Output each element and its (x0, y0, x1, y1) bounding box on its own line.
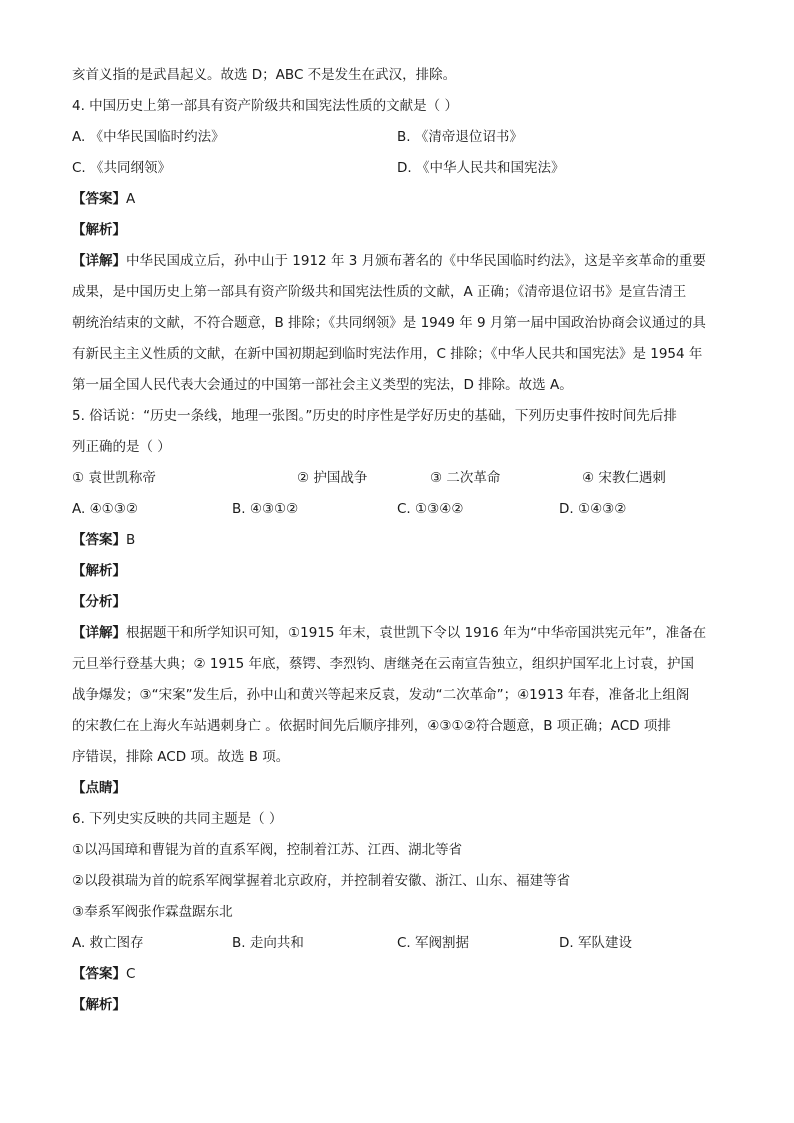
detail-line: 战争爆发；③“宋案”发生后，孙中山和黄兴等起来反袁，发动“二次革命”；④1913 年春，准备北上组阁 (72, 687, 690, 703)
option-c: C. 军阀割据 (397, 935, 470, 951)
answer-value: A (126, 191, 136, 207)
detail-line: 朝统治结束的文献，不符合题意，B 排除；《共同纲领》是 1949 年 9 月第一届中国政治协商会议通过的具 (72, 315, 706, 331)
detail-line: 序错误，排除 ACD 项。故选 B 项。 (72, 749, 290, 765)
answer-value: C (126, 966, 136, 982)
option-d: D. ①④③② (559, 501, 627, 517)
detail-line: 第一届全国人民代表大会通过的中国第一部社会主义类型的宪法，D 排除。故选 A。 (72, 377, 573, 393)
event-item: ① 袁世凯称帝 (72, 470, 156, 486)
analysis-tag: 【解析】 (72, 563, 126, 579)
detail-tag: 【详解】 (72, 253, 126, 269)
answer-line (72, 184, 732, 215)
option-b: B. 走向共和 (232, 935, 304, 951)
question-4-options-row1 (72, 122, 732, 153)
detail-text: 根据题干和所学知识可知，①1915 年末，袁世凯下令以 1916 年为“中华帝国洪宪元年”，准备在 (126, 625, 707, 641)
option-a: A. 救亡图存 (72, 935, 144, 951)
answer-tag: 【答案】 (72, 966, 126, 982)
detail-tag: 【详解】 (72, 625, 126, 641)
answer-line (72, 525, 732, 556)
option-a: A. ④①③② (72, 501, 138, 517)
fact-item: ③奉系军阀张作霖盘踞东北 (72, 904, 233, 920)
option-d: D. 军队建设 (559, 935, 632, 951)
option-c: C. 《共同纲领》 (72, 160, 172, 176)
option-a: A. 《中华民国临时约法》 (72, 129, 225, 145)
question-5-events (72, 463, 732, 494)
answer-value: B (126, 532, 136, 548)
fact-item: ②以段祺瑞为首的皖系军阀掌握着北京政府，并控制着安徽、浙江、山东、福建等省 (72, 873, 571, 889)
answer-tag: 【答案】 (72, 191, 126, 207)
fact-item: ①以冯国璋和曹锟为首的直系军阀，控制着江苏、江西、湖北等省 (72, 842, 463, 858)
detail-text: 中华民国成立后，孙中山于 1912 年 3 月颁布著名的《中华民国临时约法》，这是辛亥革命的重要 (126, 253, 706, 269)
event-item: ④ 宋教仁遇刺 (582, 470, 666, 486)
detail-line: 的宋教仁在上海火车站遇刺身亡 。依据时间先后顺序排列，④③①②符合题意，B 项正确；ACD 项排 (72, 718, 671, 734)
option-b: B. ④③①② (232, 501, 299, 517)
document-page (72, 60, 732, 1021)
option-d: D. 《中华人民共和国宪法》 (397, 160, 565, 176)
analysis-tag: 【解析】 (72, 997, 126, 1013)
question-4-stem: 4. 中国历史上第一部具有资产阶级共和国宪法性质的文献是（ ） (72, 98, 458, 114)
question-6-stem: 6. 下列史实反映的共同主题是（ ） (72, 811, 283, 827)
analysis-tag: 【解析】 (72, 222, 126, 238)
question-6-options (72, 928, 732, 959)
dianjing-tag: 【点睛】 (72, 780, 126, 796)
event-item: ② 护国战争 (297, 470, 368, 486)
event-item: ③ 二次革命 (430, 470, 501, 486)
question-4-options-row2 (72, 153, 732, 184)
option-c: C. ①③④② (397, 501, 464, 517)
detail-line: 有新民主主义性质的文献，在新中国初期起到临时宪法作用，C 排除；《中华人民共和国宪法》是 1954 年 (72, 346, 703, 362)
question-5-options (72, 494, 732, 525)
detail-line: 元旦举行登基大典；② 1915 年底，蔡锷、李烈钧、唐继尧在云南宣告独立，组织护国军北上讨袁，护国 (72, 656, 695, 672)
detail-line (72, 618, 732, 649)
fenxi-tag: 【分析】 (72, 594, 126, 610)
question-5-stem: 5. 俗话说：“历史一条线，地理一张图。”历史的时序性是学好历史的基础，下列历史事件按时间先后排 (72, 408, 677, 424)
answer-line (72, 959, 732, 990)
detail-line: 成果，是中国历史上第一部具有资产阶级共和国宪法性质的文献，A 正确；《清帝退位诏书》是宣告清王 (72, 284, 687, 300)
text-line: 亥首义指的是武昌起义。故选 D；ABC 不是发生在武汉，排除。 (72, 67, 457, 83)
answer-tag: 【答案】 (72, 532, 126, 548)
question-5-stem-cont: 列正确的是（ ） (72, 439, 171, 455)
option-b: B. 《清帝退位诏书》 (397, 129, 523, 145)
detail-line (72, 246, 732, 277)
